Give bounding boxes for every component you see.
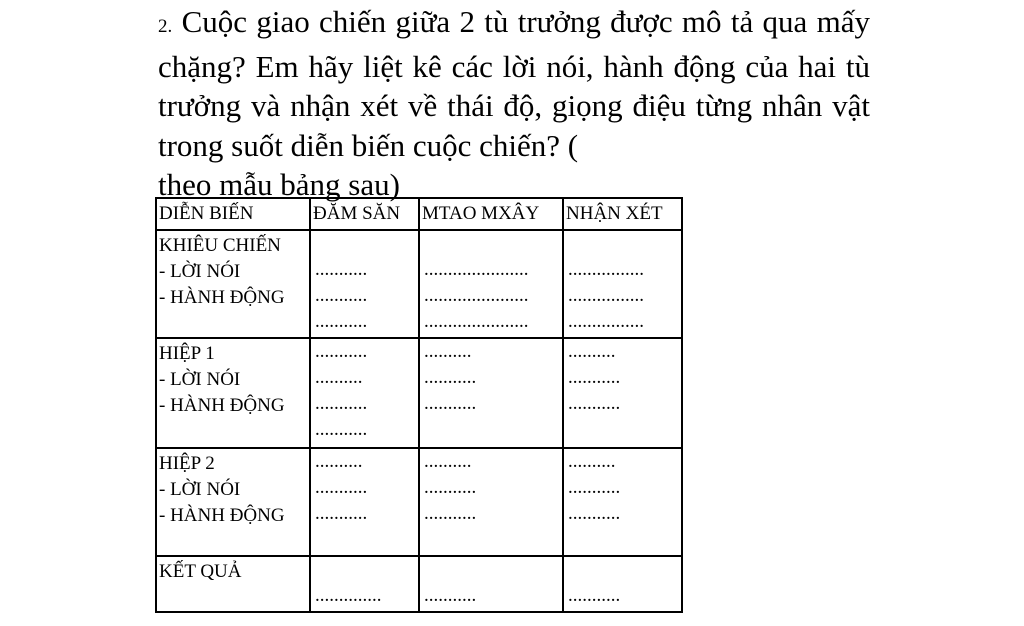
mtao-mxay-cell[interactable] [419,338,563,448]
mtao-mxay-cell[interactable] [419,230,563,338]
header-dien-bien: DIỄN BIẾN [156,198,310,230]
blank-line: ........... [315,503,368,524]
nhan-xet-cell[interactable] [563,230,682,338]
blank-line: ........... [315,419,368,440]
blank-line: ........... [424,477,477,498]
row-label-title: KẾT QUẢ [159,561,242,582]
question-number: 2. [158,16,173,37]
blank-line [311,231,418,257]
row-label-hanh-dong: - HÀNH ĐỘNG [159,287,285,308]
blank-line: ................ [568,311,644,332]
blank-line: ........... [315,341,368,362]
blank-line: .......... [315,367,363,388]
blank-line [420,231,562,257]
table-row-hiep-2 [156,448,682,556]
header-mtao-mxay: MTAO MXÂY [419,198,563,230]
table-row-hiep-1 [156,338,682,448]
blank-line: ........... [568,367,621,388]
blank-line: .............. [315,585,382,606]
table-row-ket-qua [156,556,682,612]
blank-line: ........... [424,585,477,606]
question-paragraph [158,2,870,205]
row-label-title: HIỆP 1 [159,343,215,364]
blank-line: .......... [424,451,472,472]
response-table [155,197,683,613]
dam-san-cell[interactable] [310,338,419,448]
blank-line: ........... [568,477,621,498]
nhan-xet-cell[interactable] [563,448,682,556]
nhan-xet-cell[interactable] [563,338,682,448]
blank-line: ........... [424,503,477,524]
blank-line: ...................... [424,285,529,306]
blank-line: ........... [424,393,477,414]
mtao-mxay-cell[interactable] [419,448,563,556]
blank-line [311,557,418,583]
blank-line [420,557,562,583]
dam-san-cell[interactable] [310,230,419,338]
row-label [156,556,310,612]
blank-line: ........... [315,393,368,414]
dam-san-cell[interactable] [310,556,419,612]
header-row [156,198,682,230]
blank-line: .......... [424,341,472,362]
header-dam-san: ĐĂM SĂN [310,198,419,230]
blank-line: .......... [568,341,616,362]
nhan-xet-cell[interactable] [563,556,682,612]
blank-line: ........... [315,311,368,332]
row-label-title: KHIÊU CHIẾN [159,235,281,256]
blank-line: ........... [568,503,621,524]
header-nhan-xet: NHẬN XÉT [563,198,682,230]
blank-line: ........... [568,393,621,414]
dam-san-cell[interactable] [310,448,419,556]
blank-line: ...................... [424,259,529,280]
blank-line: ........... [315,259,368,280]
blank-line: ........... [315,477,368,498]
question-text: Cuộc giao chiến giữa 2 tù trưởng được mô tả qua mấy chặng? Em hãy liệt kê các lời nói, hành động của hai tù trưởng và nhận xét về thái độ, giọng điệu từng nhân vật trong suốt diễn biến cuộc chiến? ( [158,4,871,163]
row-label [156,448,310,556]
blank-line: ........... [424,367,477,388]
row-label [156,230,310,338]
table-row-khieu-chien [156,230,682,338]
mtao-mxay-cell[interactable] [419,556,563,612]
row-label-hanh-dong: - HÀNH ĐỘNG [159,505,285,526]
row-label [156,338,310,448]
blank-line: ...................... [424,311,529,332]
blank-line: ........... [315,285,368,306]
row-label-loi-noi: - LỜI NÓI [159,479,241,500]
blank-line: .......... [568,451,616,472]
blank-line [564,231,681,257]
question-last-line: theo mẫu bảng sau) [158,167,400,203]
blank-line: ................ [568,259,644,280]
row-label-loi-noi: - LỜI NÓI [159,261,241,282]
blank-line [564,557,681,583]
blank-line: .......... [315,451,363,472]
blank-line: ................ [568,285,644,306]
row-label-loi-noi: - LỜI NÓI [159,369,241,390]
row-label-hanh-dong: - HÀNH ĐỘNG [159,395,285,416]
blank-line: ........... [568,585,621,606]
row-label-title: HIỆP 2 [159,453,215,474]
